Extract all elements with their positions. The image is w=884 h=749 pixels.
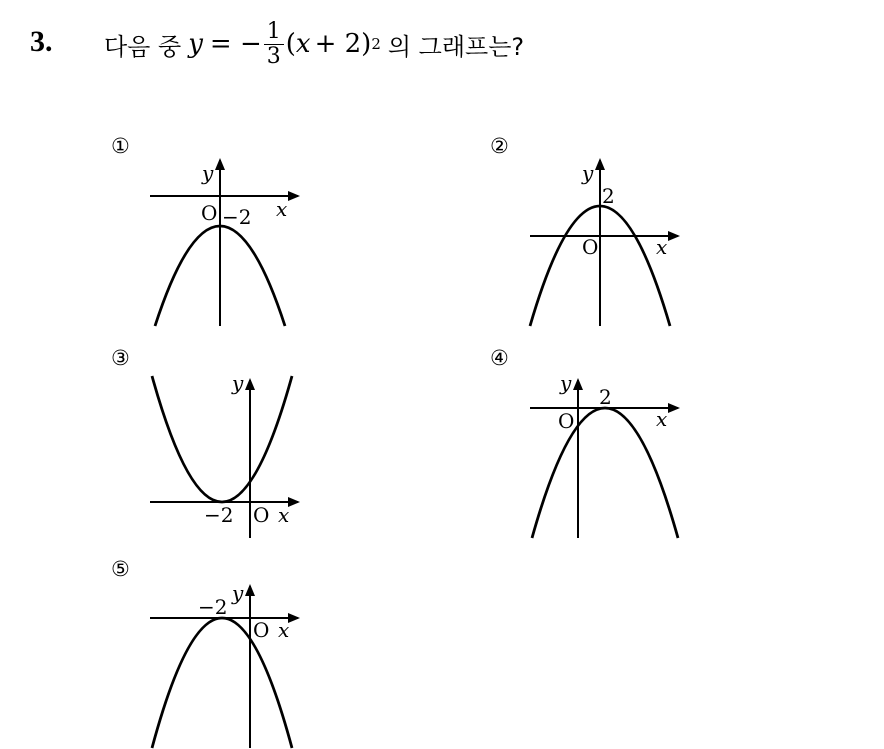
x-axis-label: x bbox=[656, 407, 668, 431]
y-axis-arrow bbox=[215, 158, 225, 170]
y-axis-arrow bbox=[595, 158, 605, 170]
x-axis-arrow bbox=[668, 231, 680, 241]
x-axis-arrow bbox=[288, 191, 300, 201]
y-axis-label: y bbox=[202, 161, 214, 185]
x-axis-arrow bbox=[288, 613, 300, 623]
equation-plus-two: + 2) bbox=[314, 29, 372, 59]
y-axis-label: y bbox=[582, 161, 594, 185]
parabola-curve bbox=[152, 618, 292, 748]
origin-label: O bbox=[253, 618, 270, 642]
equation-equals: = − bbox=[209, 29, 262, 59]
y-axis-label: y bbox=[232, 581, 244, 605]
choice-2-graph[interactable] bbox=[520, 150, 690, 330]
choice-1-graph[interactable] bbox=[140, 150, 310, 330]
y-axis-arrow bbox=[245, 584, 255, 596]
x-axis-label: x bbox=[276, 197, 288, 221]
vertex-label: 2 bbox=[599, 385, 612, 409]
origin-label: O bbox=[201, 201, 218, 225]
x-axis-arrow bbox=[668, 403, 680, 413]
choice-3-graph[interactable] bbox=[140, 370, 310, 540]
equation-fraction bbox=[264, 20, 284, 69]
vertex-label: −2 bbox=[204, 503, 234, 527]
vertex-label: −2 bbox=[198, 595, 228, 619]
choice-5-label[interactable]: ⑤ bbox=[111, 557, 130, 581]
question-suffix: 의 그래프는? bbox=[387, 32, 525, 61]
x-axis-label: x bbox=[278, 503, 290, 527]
x-axis-arrow bbox=[288, 497, 300, 507]
choice-3-label[interactable]: ③ bbox=[111, 346, 130, 370]
choice-4-label[interactable]: ④ bbox=[490, 346, 509, 370]
fraction-numerator: 1 bbox=[264, 20, 284, 45]
x-axis-label: x bbox=[656, 235, 668, 259]
choice-2-label[interactable]: ② bbox=[490, 134, 509, 158]
equation-exponent: 2 bbox=[371, 35, 381, 53]
origin-label: O bbox=[558, 409, 575, 433]
x-axis-label: x bbox=[278, 618, 290, 642]
question-prefix: 다음 중 bbox=[104, 32, 182, 61]
y-axis-arrow bbox=[245, 378, 255, 390]
fraction-denominator: 3 bbox=[266, 43, 281, 69]
parabola-curve bbox=[152, 376, 292, 502]
origin-label: O bbox=[582, 235, 599, 259]
vertex-label: −2 bbox=[222, 205, 252, 229]
question-number: 3. bbox=[30, 25, 53, 58]
y-axis-arrow bbox=[573, 378, 583, 390]
choice-5-graph[interactable] bbox=[140, 578, 310, 749]
choice-1-label[interactable]: ① bbox=[111, 134, 130, 158]
equation-x: x bbox=[295, 29, 311, 59]
equation-lhs: y bbox=[188, 29, 203, 59]
choice-4-graph[interactable] bbox=[520, 370, 690, 540]
equation-paren-open: ( bbox=[285, 29, 296, 59]
y-axis-label: y bbox=[560, 371, 572, 395]
vertex-label: 2 bbox=[602, 184, 615, 208]
origin-label: O bbox=[253, 503, 270, 527]
y-axis-label: y bbox=[232, 371, 244, 395]
question-text bbox=[104, 14, 524, 74]
